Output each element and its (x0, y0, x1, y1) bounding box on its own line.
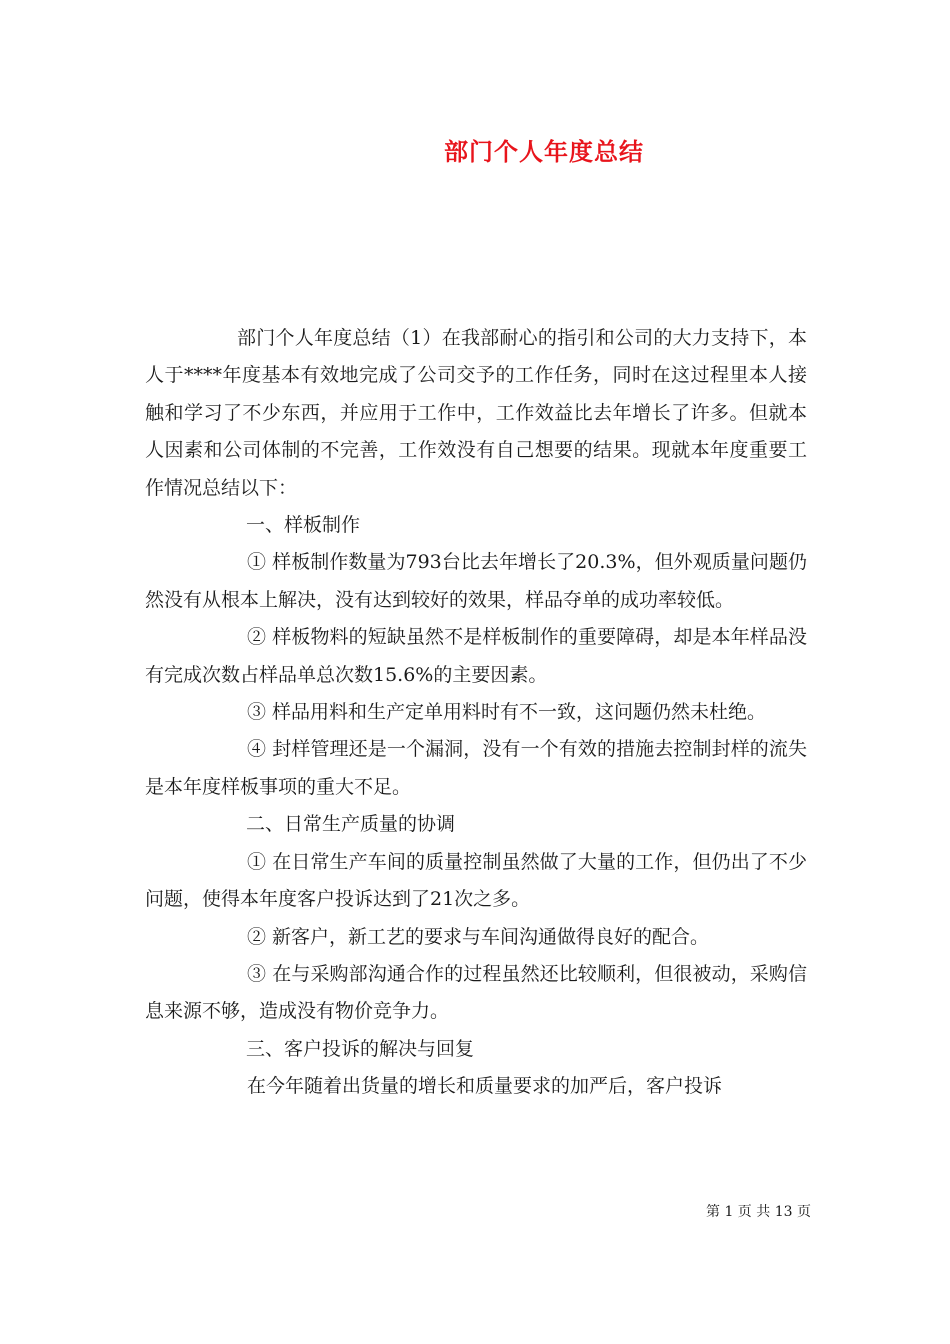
document-title: 部门个人年度总结 (444, 137, 644, 166)
section-heading-2: 二、日常生产质量的协调 (246, 813, 456, 836)
section-1-item-1: ① 样板制作数量为793台比去年增长了20.3%，但外观质量问题仍然没有从根本上解决，没有达到较好的效果，样品夺单的成功率较低。 (145, 551, 807, 611)
section-heading-1: 一、样板制作 (246, 514, 361, 537)
document-body (145, 320, 807, 1106)
section-2-item-1: ① 在日常生产车间的质量控制虽然做了大量的工作，但仍出了不少问题，使得本年度客户投诉达到了21次之多。 (145, 850, 807, 911)
section-3-paragraph: 在今年随着出货量的增长和质量要求的加严后，客户投诉 (247, 1075, 723, 1098)
page-number: 第 1 页 共 13 页 (706, 1204, 811, 1220)
intro-paragraph: 部门个人年度总结（1）在我部耐心的指引和公司的大力支持下，本人于****年度基本有效地完成了公司交予的工作任务，同时在这过程里本人接触和学习了不少东西，并应用于工作中，工作效益比去年增长了许多。但就本人因素和公司体制的不完善，工作效没有自己想要的结果。现就本年度重要工作情况总结以下： (145, 327, 807, 499)
section-2-item-2: ② 新客户，新工艺的要求与车间沟通做得良好的配合。 (247, 925, 710, 948)
section-2-item-3: ③ 在与采购部沟通合作的过程虽然还比较顺利，但很被动，采购信息来源不够，造成没有物价竞争力。 (145, 962, 807, 1023)
section-1-item-4: ④ 封样管理还是一个漏洞，没有一个有效的措施去控制封样的流失是本年度样板事项的重大不足。 (145, 738, 807, 798)
section-1-item-2: ② 样板物料的短缺虽然不是样板制作的重要障碍，却是本年样品没有完成次数占样品单总次数15.6%的主要因素。 (145, 626, 807, 686)
section-1-item-3: ③ 样品用料和生产定单用料时有不一致，这问题仍然未杜绝。 (247, 701, 767, 724)
section-heading-3: 三、客户投诉的解决与回复 (246, 1037, 475, 1060)
